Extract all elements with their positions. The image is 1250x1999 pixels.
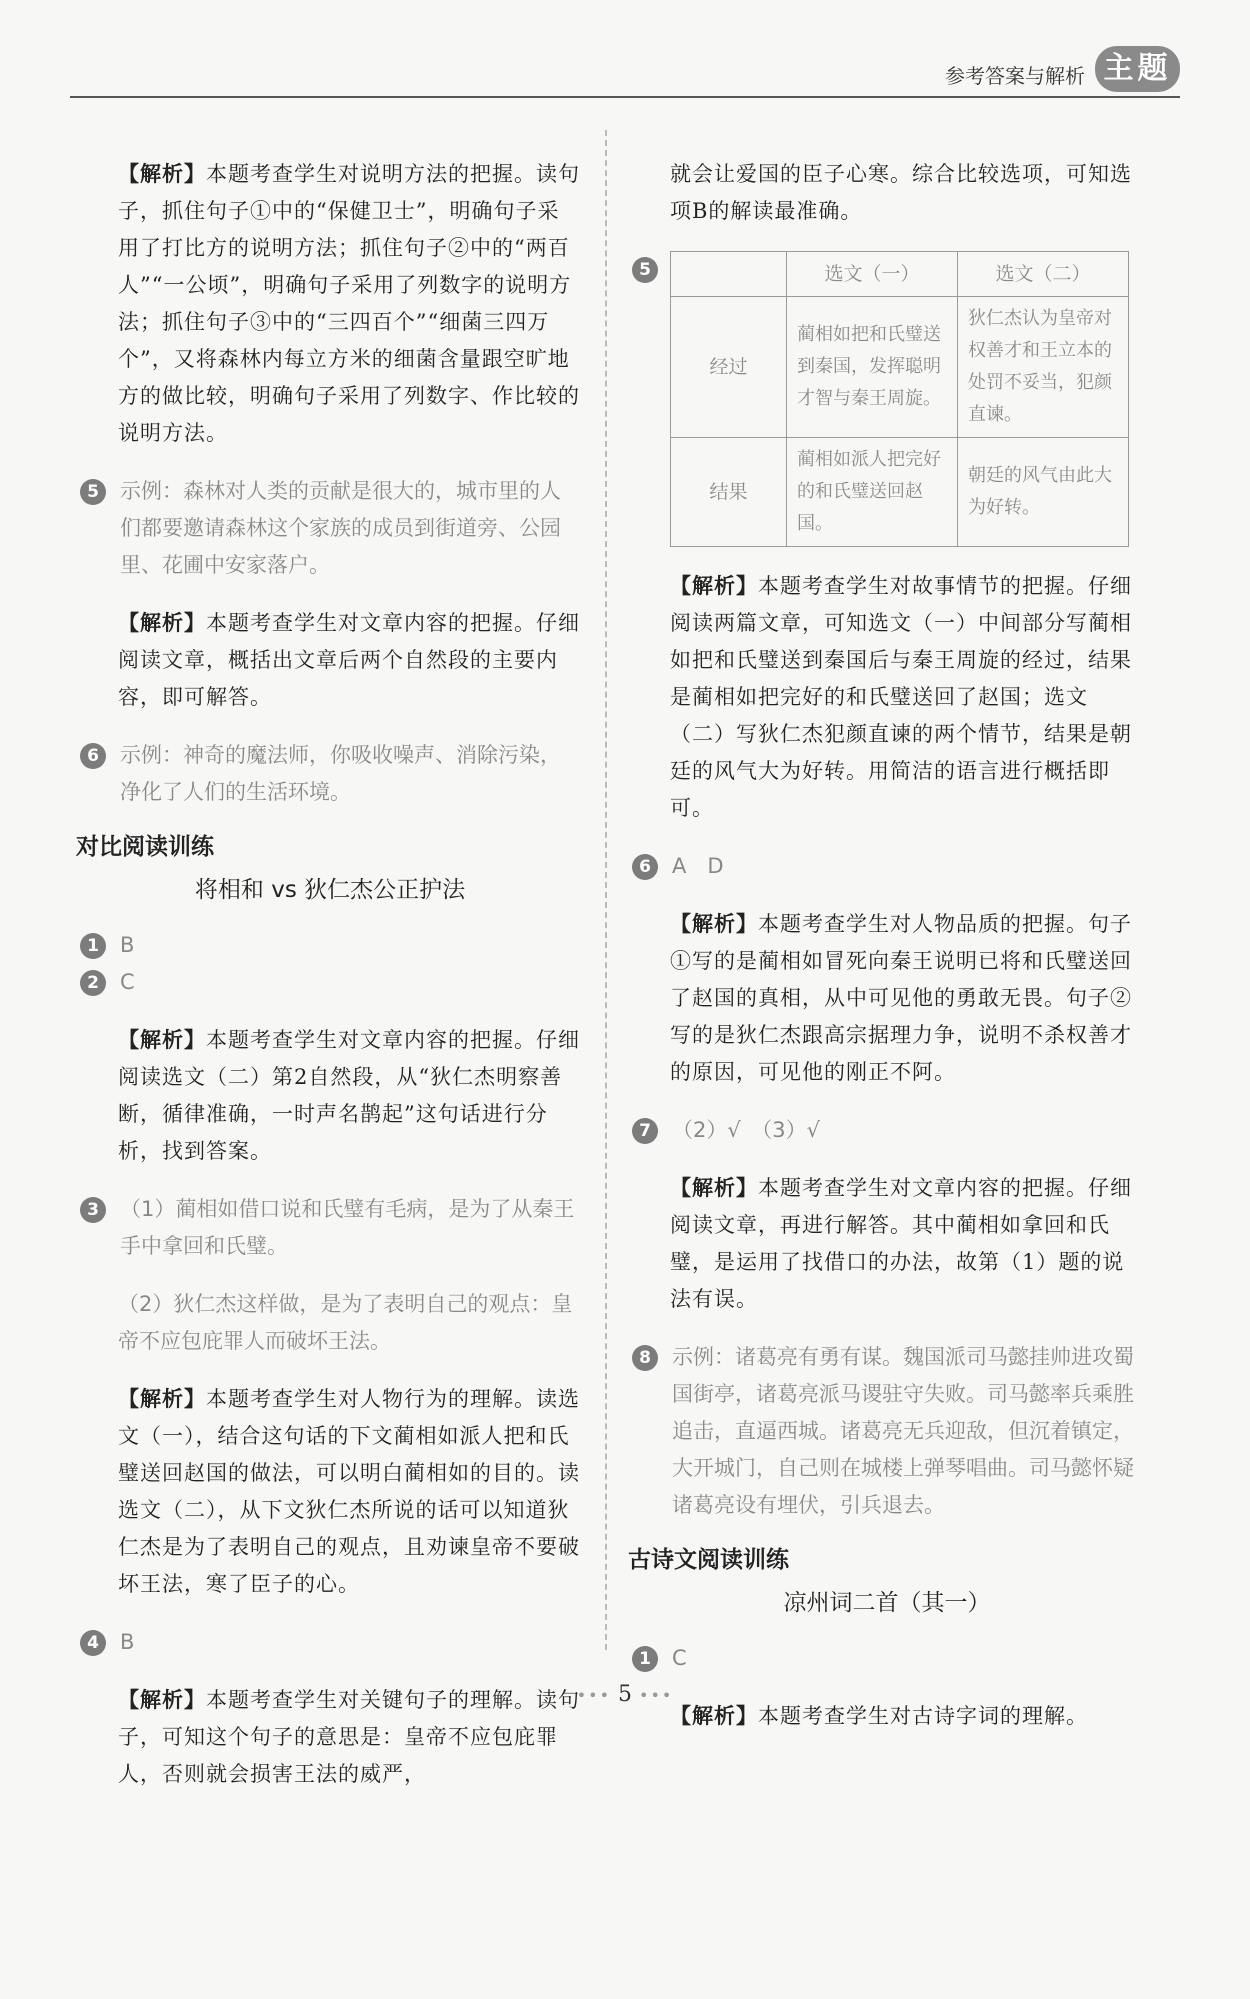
question-6: 6 A D xyxy=(632,848,1142,885)
question-2: 2 C xyxy=(80,964,580,1001)
question-5: 5 选文（一） 选文（二） 经过 蔺相如把和氏璧送到秦国，发挥聪明才智与秦王周旋。 狄仁杰认为皇帝对权善才和王立本的处罚不妥当，犯颜直谏。 结果 蔺相如派人把完好的和氏璧送回赵国。 朝廷的风气由此大为好转。 xyxy=(632,251,1142,547)
poem-title: 凉州词二首（其一） xyxy=(783,1590,991,1616)
topic-badge: 主题 xyxy=(1095,46,1180,92)
section-title: 对比阅读训练 xyxy=(76,834,214,860)
analysis-continued: 就会让爱国的臣子心寒。综合比较选项，可知选项B的解读最准确。 xyxy=(670,162,1132,223)
section-title: 古诗文阅读训练 xyxy=(628,1547,789,1573)
question-1: 1 C xyxy=(632,1640,1142,1677)
analysis: 【解析】本题考查学生对文章内容的把握。仔细阅读文章，再进行解答。其中蔺相如拿回和氏璧，是运用了找借口的办法，故第（1）题的说法有误。 xyxy=(670,1176,1132,1311)
page-header xyxy=(70,50,1180,98)
question-7: 7 （2）√ （3）√ xyxy=(632,1112,1142,1149)
question-4: 4 B xyxy=(80,1624,580,1661)
page-footer: ••• 5 ••• xyxy=(576,1682,674,1707)
question-3: 3 （1）蔺相如借口说和氏璧有毛病，是为了从秦王手中拿回和氏璧。 xyxy=(80,1191,580,1265)
question-1: 1 B xyxy=(80,927,580,964)
column-divider xyxy=(605,130,607,1650)
page-number: 5 xyxy=(618,1682,632,1707)
article-title: 将相和 vs 狄仁杰公正护法 xyxy=(194,877,466,903)
right-column xyxy=(628,135,1142,1756)
analysis: 【解析】本题考查学生对人物品质的把握。句子①写的是蔺相如冒死向秦王说明已将和氏璧送回了赵国的真相，从中可见他的勇敢无畏。句子②写的是狄仁杰跟高宗据理力争，说明不杀权善才的原因，可见他的刚正不阿。 xyxy=(670,912,1132,1084)
analysis: 【解析】本题考查学生对文章内容的把握。仔细阅读文章，概括出文章后两个自然段的主要内容，即可解答。 xyxy=(118,611,580,709)
analysis: 【解析】本题考查学生对人物行为的理解。读选文（一），结合这句话的下文蔺相如派人把和氏璧送回赵国的做法，可以明白蔺相如的目的。读选文（二），从下文狄仁杰所说的话可以知道狄仁杰是为了表明自己的观点，且劝谏皇帝不要破坏王法，寒了臣子的心。 xyxy=(118,1387,580,1596)
question-5: 5 示例：森林对人类的贡献是很大的，城市里的人们都要邀请森林这个家族的成员到街道旁、公园里、花圃中安家落户。 xyxy=(80,473,580,584)
left-column xyxy=(76,135,580,1814)
analysis: 【解析】本题考查学生对说明方法的把握。读句子，抓住句子①中的“保健卫士”，明确句子采用了打比方的说明方法；抓住句子②中的“两百人”“一公顷”，明确句子采用了列数字的说明方法；抓住句子③中的“三四百个”“细菌三四万个”，又将森林内每立方米的细菌含量跟空旷地方的做比较，明确句子采用了列数字、作比较的说明方法。 xyxy=(118,162,580,445)
answer-part: （2）狄仁杰这样做，是为了表明自己的观点：皇帝不应包庇罪人而破坏王法。 xyxy=(118,1292,573,1353)
header-title: 参考答案与解析 xyxy=(945,64,1085,88)
analysis: 【解析】本题考查学生对古诗字词的理解。 xyxy=(670,1704,1088,1728)
comparison-table: 选文（一） 选文（二） 经过 蔺相如把和氏璧送到秦国，发挥聪明才智与秦王周旋。 狄仁杰认为皇帝对权善才和王立本的处罚不妥当，犯颜直谏。 结果 蔺相如派人把完好的和氏璧送回赵国。 朝廷的风气由此大为好转。 xyxy=(670,251,1129,547)
question-6: 6 示例：神奇的魔法师，你吸收噪声、消除污染，净化了人们的生活环境。 xyxy=(80,737,580,811)
question-8: 8 示例：诸葛亮有勇有谋。魏国派司马懿挂帅进攻蜀国街亭，诸葛亮派马谡驻守失败。司马懿率兵乘胜追击，直逼西城。诸葛亮无兵迎敌，但沉着镇定，大开城门，自己则在城楼上弹琴唱曲。司马懿怀疑诸葛亮设有埋伏，引兵退去。 xyxy=(632,1339,1142,1524)
analysis: 【解析】本题考查学生对故事情节的把握。仔细阅读两篇文章，可知选文（一）中间部分写蔺相如把和氏璧送到秦国后与秦王周旋的经过，结果是蔺相如把完好的和氏璧送回了赵国；选文（二）写狄仁杰犯颜直谏的两个情节，结果是朝廷的风气大为好转。用简洁的语言进行概括即可。 xyxy=(670,574,1132,820)
analysis: 【解析】本题考查学生对关键句子的理解。读句子，可知这个句子的意思是：皇帝不应包庇罪人，否则就会损害王法的威严， xyxy=(118,1688,580,1786)
analysis: 【解析】本题考查学生对文章内容的把握。仔细阅读选文（二）第2自然段，从“狄仁杰明察善断，循律准确，一时声名鹊起”这句话进行分析，找到答案。 xyxy=(118,1028,580,1163)
